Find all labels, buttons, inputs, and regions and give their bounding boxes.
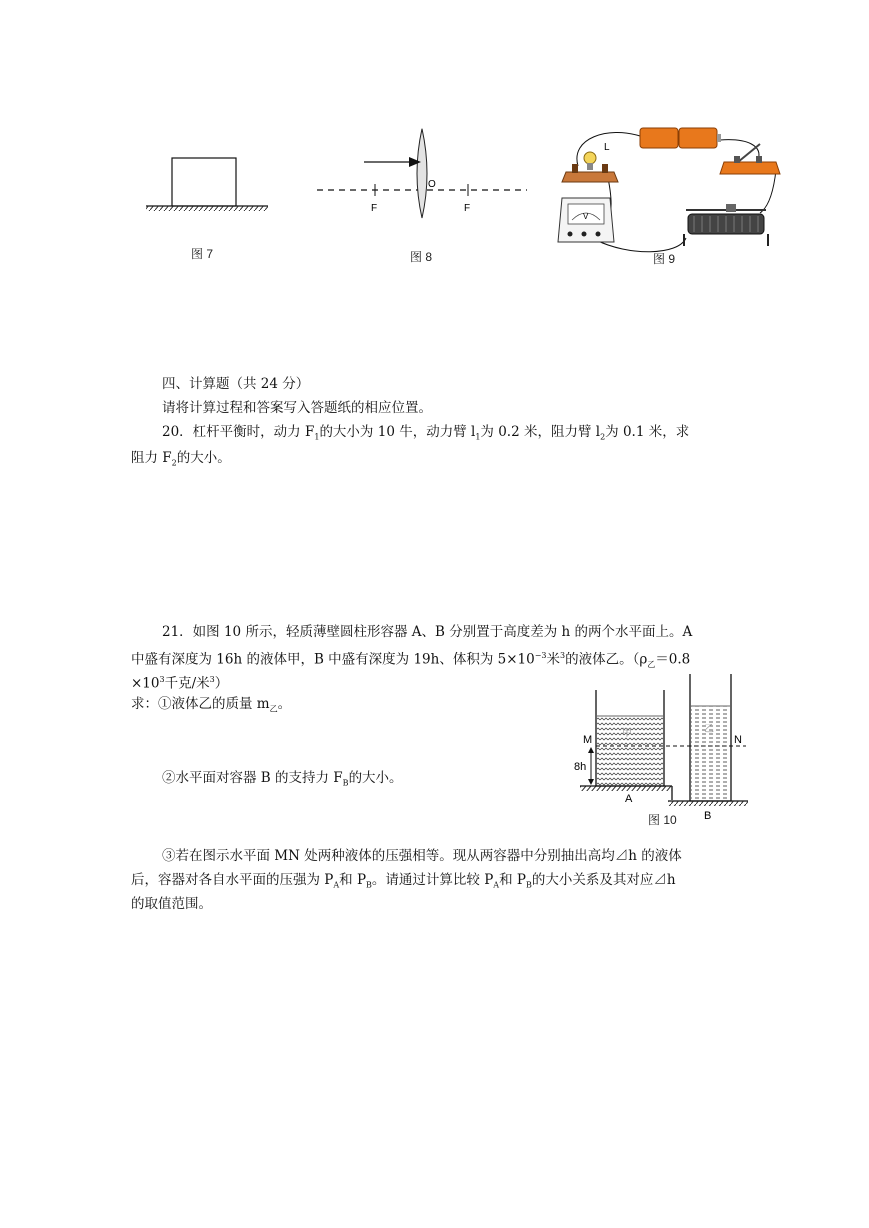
label-L: L bbox=[604, 142, 610, 153]
q21-ask-3-line-2: 后，容器对各自水平面的压强为 $P_A$和 $P_B$。请通过计算比较 $P_A$和 $P_B$的大小关系及其对应⊿h bbox=[131, 872, 676, 890]
label-M: M bbox=[583, 734, 593, 746]
label-A: A bbox=[625, 793, 633, 805]
lamp-base bbox=[562, 172, 618, 182]
block bbox=[172, 158, 236, 206]
ground-hatch bbox=[146, 206, 268, 211]
figure-8-caption: 图 8 bbox=[410, 250, 433, 264]
figure-8 bbox=[312, 138, 532, 220]
label-F-right: F bbox=[464, 203, 471, 214]
switch-base bbox=[720, 162, 780, 174]
battery-2 bbox=[679, 128, 717, 148]
convex-lens bbox=[417, 129, 427, 218]
lamp-bulb bbox=[584, 152, 596, 164]
q21-line-2: 中盛有深度为 16h 的液体甲，B 中盛有深度为 19h、体积为 $5\times 10^{-3}$米$^3$的液体乙。（$\rho_乙=0.8$ bbox=[131, 651, 691, 670]
figure-7-caption: 图 7 bbox=[191, 247, 214, 261]
q21-ask-3-line-1: ③若在图示水平面 MN 处两种液体的压强相等。现从两容器中分别抽出高均⊿h 的液体 bbox=[162, 848, 682, 864]
liquid-yi bbox=[691, 706, 730, 801]
figure-9-caption: 图 9 bbox=[653, 252, 676, 266]
label-yi: 乙 bbox=[704, 724, 714, 735]
figure-10-caption: 图 10 bbox=[648, 813, 677, 827]
battery-1 bbox=[640, 128, 678, 148]
label-O: O bbox=[428, 179, 436, 190]
liquid-jia bbox=[597, 716, 663, 786]
q20-line-2: 阻力 $F_2$的大小。 bbox=[131, 450, 231, 468]
q21-line-1: 21．如图 10 所示，轻质薄壁圆柱形容器 A、B 分别置于高度差为 h 的两个水平面上。A bbox=[162, 624, 693, 640]
q21-ask-3-line-3: 的取值范围。 bbox=[131, 896, 212, 912]
wire-switch-rheostat bbox=[760, 170, 776, 213]
label-N: N bbox=[734, 734, 742, 746]
figure-9 bbox=[548, 118, 788, 258]
q21-line-3: $\times 10^3$千克/米$^3$） bbox=[131, 675, 229, 692]
q20-line-1: 20．杠杆平衡时，动力 $F_1$的大小为 10 牛，动力臂 $l_1$为 0.2 米，阻力臂 $l_2$为 0.1 米，求 bbox=[162, 424, 690, 442]
q21-ask-2: ②水平面对容器 B 的支持力 $F_B$的大小。 bbox=[162, 770, 403, 788]
label-jia: 甲 bbox=[622, 728, 632, 739]
section-instruction: 请将计算过程和答案写入答题纸的相应位置。 bbox=[162, 400, 432, 416]
label-F-left: F bbox=[371, 203, 378, 214]
label-V: V bbox=[583, 212, 589, 221]
section-title: 四、计算题（共 24 分） bbox=[162, 376, 310, 392]
figure-7 bbox=[140, 150, 280, 220]
label-B: B bbox=[704, 810, 712, 822]
label-8h: 8h bbox=[574, 761, 587, 773]
q21-ask-1: 求：①液体乙的质量 $m_乙$。 bbox=[131, 696, 292, 714]
figure-10 bbox=[576, 672, 758, 822]
